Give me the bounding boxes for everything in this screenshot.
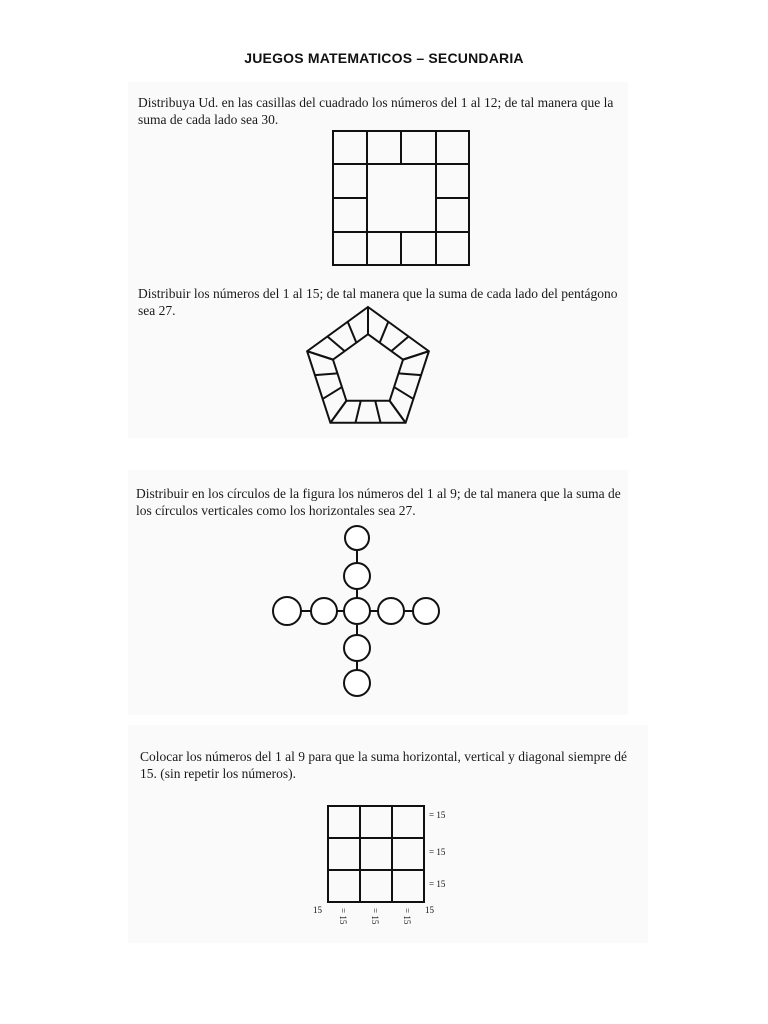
circle-h5 (413, 598, 439, 624)
problem-1-text: Distribuya Ud. en las casillas del cuadrado los números del 1 al 12; de tal manera que la suma de cada lado sea 30. (138, 95, 614, 127)
pentagon-cell-divider (394, 387, 413, 399)
diagonal-label-right: 15 (425, 905, 434, 915)
problem-2-text: Distribuir los números del 1 al 15; de tal manera que la suma de cada lado del pentágono sea 27. (138, 286, 618, 318)
pentagon-cell-divider (315, 373, 338, 375)
row-label-3: = 15 (429, 879, 446, 889)
pentagon-cell-divider (323, 387, 342, 399)
row-label-2: = 15 (429, 847, 446, 857)
circle-h4 (378, 598, 404, 624)
circle-v4 (344, 635, 370, 661)
circle-v1 (345, 526, 369, 550)
pentagon-cell-divider (330, 401, 346, 423)
pentagon-inner (333, 334, 403, 401)
circle-v5 (344, 670, 370, 696)
problem-3-text: Distribuir en los círculos de la figura los números del 1 al 9; de tal manera que la suma de los círculos verticales como los horizontales sea 27. (136, 486, 621, 518)
pentagon-cell-divider (399, 373, 422, 375)
pentagon-cell-divider (355, 401, 360, 423)
diagonal-label-left: 15 (313, 905, 322, 915)
pentagon-cell-divider (307, 351, 333, 359)
pentagon-cell-divider (348, 322, 357, 343)
pentagon-cell-divider (375, 401, 380, 423)
circle-center (344, 598, 370, 624)
pentagon-cell-divider (380, 322, 389, 343)
square-puzzle (330, 128, 475, 268)
pentagon-cell-divider (390, 401, 406, 423)
page-title: JUEGOS MATEMATICOS – SECUNDARIA (244, 50, 524, 66)
cross-circles-puzzle (270, 525, 445, 700)
circle-v2 (344, 563, 370, 589)
pentagon-puzzle (300, 305, 440, 435)
column-label-3: = 15 (402, 908, 412, 925)
pentagon-cell-divider (391, 336, 408, 351)
problem-4-text: Colocar los números del 1 al 9 para que la suma horizontal, vertical y diagonal siempre dé 15. (sin repetir los números). (140, 749, 627, 781)
column-label-1: = 15 (338, 908, 348, 925)
column-label-2: = 15 (370, 908, 380, 925)
pentagon-cell-divider (403, 351, 429, 359)
pentagon-cell-divider (327, 336, 344, 351)
circle-h1 (273, 597, 301, 625)
magic-square-puzzle (305, 800, 465, 935)
row-label-1: = 15 (429, 810, 446, 820)
circle-h2 (311, 598, 337, 624)
